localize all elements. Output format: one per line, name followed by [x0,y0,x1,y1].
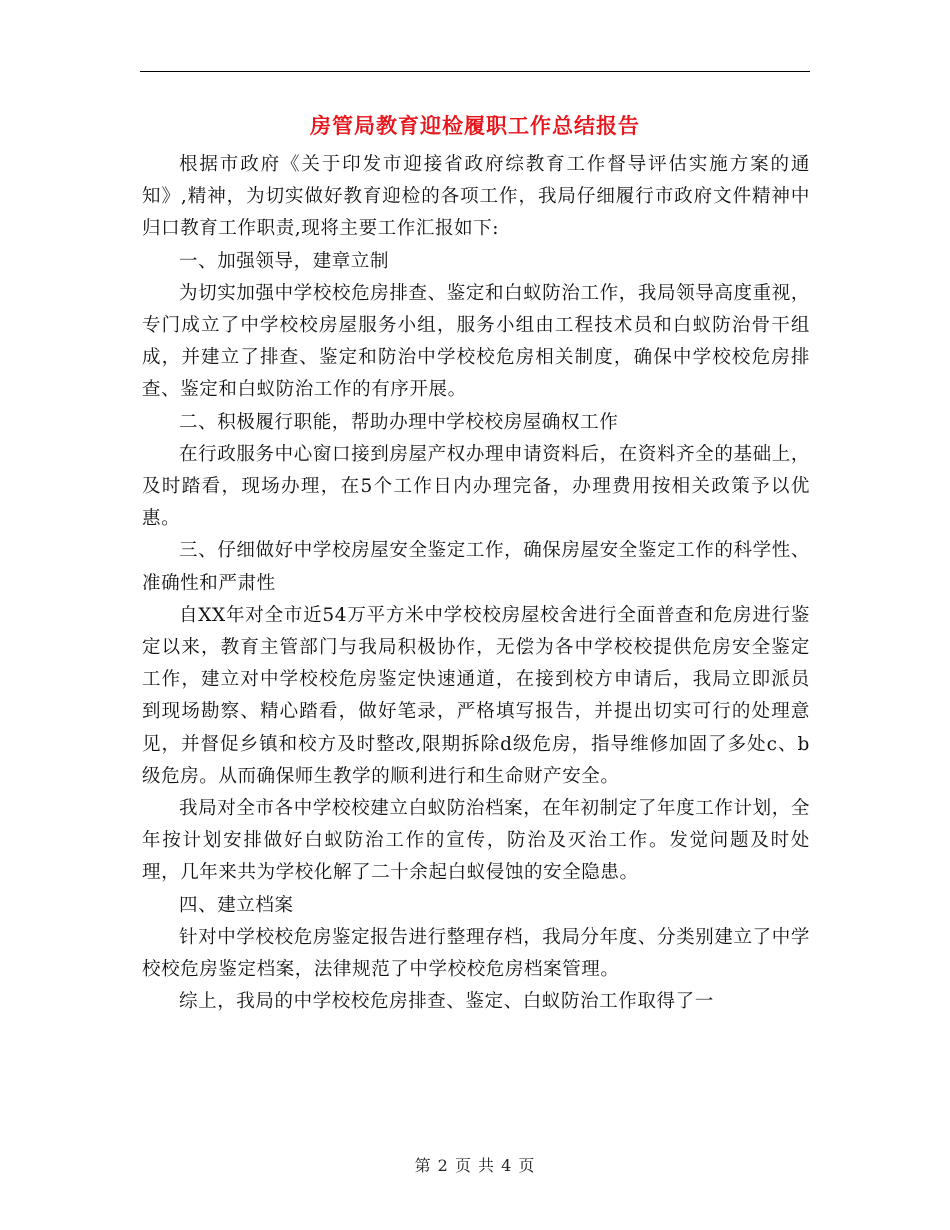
paragraph-safety-appraisal: 自XX年对全市近54万平方米中学校校房屋校舍进行全面普查和危房进行鉴定以来，教育主管部门与我局积极协作，无偿为各中学校校提供危房安全鉴定工作，建立对中学校校危房鉴定快速通道，在接到校方申请后，我局立即派员到现场勘察、精心踏看，做好笔录，严格填写报告，并提出切实可行的处理意见，并督促乡镇和校方及时整改,限期拆除d级危房，指导维修加固了多处c、b级危房。从而确保师生教学的顺利进行和生命财产安全。 [142,604,810,787]
document-title: 房管局教育迎检履职工作总结报告 [310,113,640,138]
section-heading-2: 二、积极履行职能，帮助办理中学校校房屋确权工作 [179,411,619,433]
page-footer: 第 2 页 共 4 页 [414,1156,536,1175]
paragraph-property-rights: 在行政服务中心窗口接到房屋产权办理申请资料后，在资料齐全的基础上，及时踏看，现场办理，在5个工作日内办理完备，办理费用按相关政策予以优惠。 [142,443,810,530]
document-body [142,149,810,1018]
paragraph-leadership: 为切实加强中学校校危房排查、鉴定和白蚁防治工作，我局领导高度重视，专门成立了中学校校房屋服务小组，服务小组由工程技术员和白蚁防治骨干组成，并建立了排查、鉴定和防治中学校校危房相关制度，确保中学校校危房排查、鉴定和白蚁防治工作的有序开展。 [142,282,810,401]
section-heading-1: 一、加强领导，建章立制 [179,250,390,272]
section-heading-4: 四、建立档案 [179,894,294,916]
header-rule [140,71,810,72]
paragraph-archives: 针对中学校校危房鉴定报告进行整理存档，我局分年度、分类别建立了中学校校危房鉴定档案，法律规范了中学校校危房档案管理。 [142,926,810,981]
paragraph-intro: 根据市政府《关于印发市迎接省政府综教育工作督导评估实施方案的通知》,精神，为切实做好教育迎检的各项工作，我局仔细履行市政府文件精神中归口教育工作职责,现将主要工作汇报如下: [142,154,810,240]
section-heading-3: 三、仔细做好中学校房屋安全鉴定工作，确保房屋安全鉴定工作的科学性、准确性和严肃性 [142,540,810,594]
paragraph-termite-control: 我局对全市各中学校校建立白蚁防治档案，在年初制定了年度工作计划，全年按计划安排做好白蚁防治工作的宣传，防治及灭治工作。发觉问题及时处理，几年来共为学校化解了二十余起白蚁侵蚀的安全隐患。 [142,798,810,884]
paragraph-summary: 综上，我局的中学校校危房排查、鉴定、白蚁防治工作取得了一 [179,991,714,1013]
